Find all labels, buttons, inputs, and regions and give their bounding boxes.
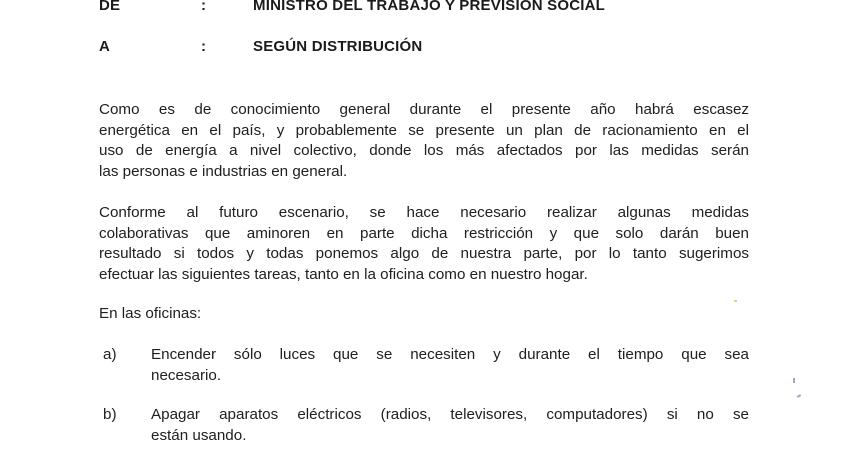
paragraph-line: uso de energía a nivel colectivo, donde los más afectados por las medidas serán xyxy=(99,142,749,159)
list-item-marker: a) xyxy=(103,346,117,363)
list-item-marker: b) xyxy=(103,406,117,423)
header-to-colon: : xyxy=(201,38,207,55)
paragraph-line: las personas e industrias en general. xyxy=(99,162,348,180)
paragraph-line: resultado si todos y todas ponemos algo de nuestra parte, por lo tanto sugerimos xyxy=(99,245,749,262)
paragraph-line: energética en el país, y probablemente se presente un plan de racionamiento en el xyxy=(99,121,749,139)
paragraph-line: Como es de conocimiento general durante el presente año habrá escasez xyxy=(99,101,749,118)
list-item-line: están usando. xyxy=(151,426,247,444)
header-from-value: MINISTRO DEL TRABAJO Y PREVISION SOCIAL xyxy=(253,0,606,14)
list-item-line: necesario. xyxy=(151,366,222,384)
header-from-colon: : xyxy=(201,0,207,14)
list-item-line: Apagar aparatos eléctricos (radios, televisores, computadores) si no se xyxy=(151,406,749,423)
header-to-label: A xyxy=(99,38,111,55)
list-item-line: Encender sólo luces que se necesiten y durante el tiempo que sea xyxy=(151,346,749,363)
list-item-text xyxy=(151,405,749,446)
list-item-text xyxy=(151,345,749,386)
scan-speck xyxy=(797,394,801,398)
paragraph-line: Conforme al futuro escenario, se hace necesario realizar algunas medidas xyxy=(99,204,749,221)
scan-speck xyxy=(734,300,737,302)
paragraph-line: colaborativas que aminoren en parte dicha restricción y que solo darán buen xyxy=(99,224,749,242)
header-to-value: SEGÚN DISTRIBUCIÓN xyxy=(253,38,423,55)
scan-speck xyxy=(793,378,795,383)
header-from-label: DE xyxy=(99,0,121,14)
paragraph-collaborative-measures xyxy=(99,203,749,285)
paragraph-energy-shortage xyxy=(99,100,749,182)
paragraph-line: efectuar las siguientes tareas, tanto en la oficina como en nuestro hogar. xyxy=(99,265,588,283)
offices-intro: En las oficinas: xyxy=(99,305,202,322)
